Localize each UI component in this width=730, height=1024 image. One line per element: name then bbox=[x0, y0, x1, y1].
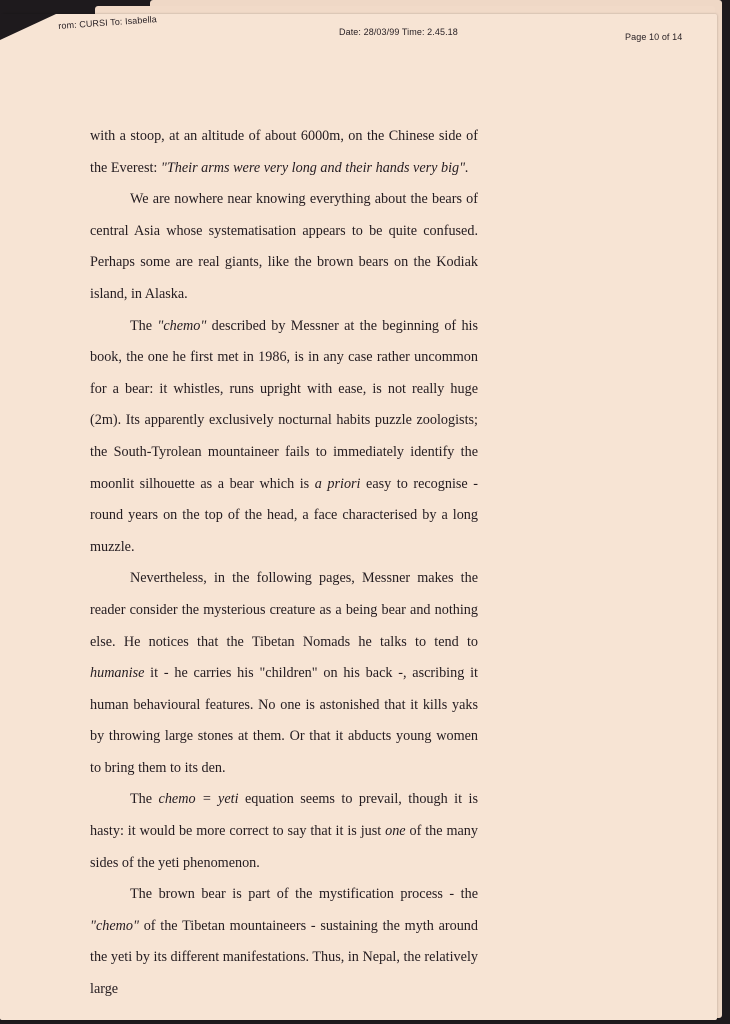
italic-text: one bbox=[385, 823, 406, 840]
italic-text: humanise bbox=[90, 665, 145, 682]
fax-sender: rom: CURSI To: Isabella bbox=[58, 14, 158, 31]
text-run: The brown bear is part of the mystification process - the bbox=[130, 886, 478, 903]
text-run: easy to recognise - round years on the top of the head, a face characterised by a long muzzle. bbox=[90, 475, 478, 555]
paragraph bbox=[90, 121, 478, 184]
text-run: equation seems to prevail, though it is hasty: it would be more correct to say that it is just bbox=[90, 791, 478, 840]
text-run: it - he carries his "children" on his back -, ascribing it human behavioural features. No one is astonished that it kills yaks by throwing large stones at them. Or that it abducts young women to bring them to its den. bbox=[90, 665, 478, 776]
paragraph bbox=[90, 563, 478, 784]
text-run: of the Tibetan mountaineers - sustaining the myth around the yeti by its different manifestations. Thus, in Nepal, the relatively large bbox=[90, 917, 478, 998]
body-text bbox=[90, 121, 478, 1006]
italic-text: a priori bbox=[314, 475, 361, 492]
fax-datetime: Date: 28/03/99 Time: 2.45.18 bbox=[339, 27, 458, 37]
folded-corner bbox=[0, 14, 56, 40]
paragraph bbox=[90, 784, 478, 879]
italic-text: "Their arms were very long and their hands very big". bbox=[160, 159, 469, 176]
paragraph bbox=[90, 879, 478, 1005]
text-run: We are nowhere near knowing everything about the bears of central Asia whose systematisation appears to be quite confused. Perhaps some are real giants, like the brown bears on the Kodiak island, in Alaska. bbox=[90, 191, 478, 302]
document-page bbox=[0, 14, 717, 1020]
text-run: with a stoop, at an altitude of about 6000m, on the Chinese side of the Everest: bbox=[90, 128, 478, 176]
italic-text: "chemo" bbox=[90, 917, 139, 934]
text-run: The bbox=[130, 791, 159, 808]
italic-text: chemo = yeti bbox=[158, 791, 239, 808]
text-run: The bbox=[130, 317, 158, 334]
paragraph bbox=[90, 311, 478, 564]
text-run: Nevertheless, in the following pages, Messner makes the reader consider the mysterious creature as a being bear and nothing else. He notices that the Tibetan Nomads he talks to tend to bbox=[90, 570, 478, 650]
paragraph bbox=[90, 184, 478, 310]
text-run: of the many sides of the yeti phenomenon. bbox=[90, 823, 478, 871]
page-number: Page 10 of 14 bbox=[625, 32, 683, 42]
text-run: described by Messner at the beginning of his book, the one he first met in 1986, is in any case rather uncommon for a bear: it whistles, runs upright with ease, is not really huge (2m). Its apparently exclusively nocturnal habits puzzle zoologists; the South-Tyrolean mountaineer fails to immediately identify the moonlit silhouette as a bear which is bbox=[90, 317, 478, 492]
italic-text: "chemo" bbox=[157, 317, 207, 334]
